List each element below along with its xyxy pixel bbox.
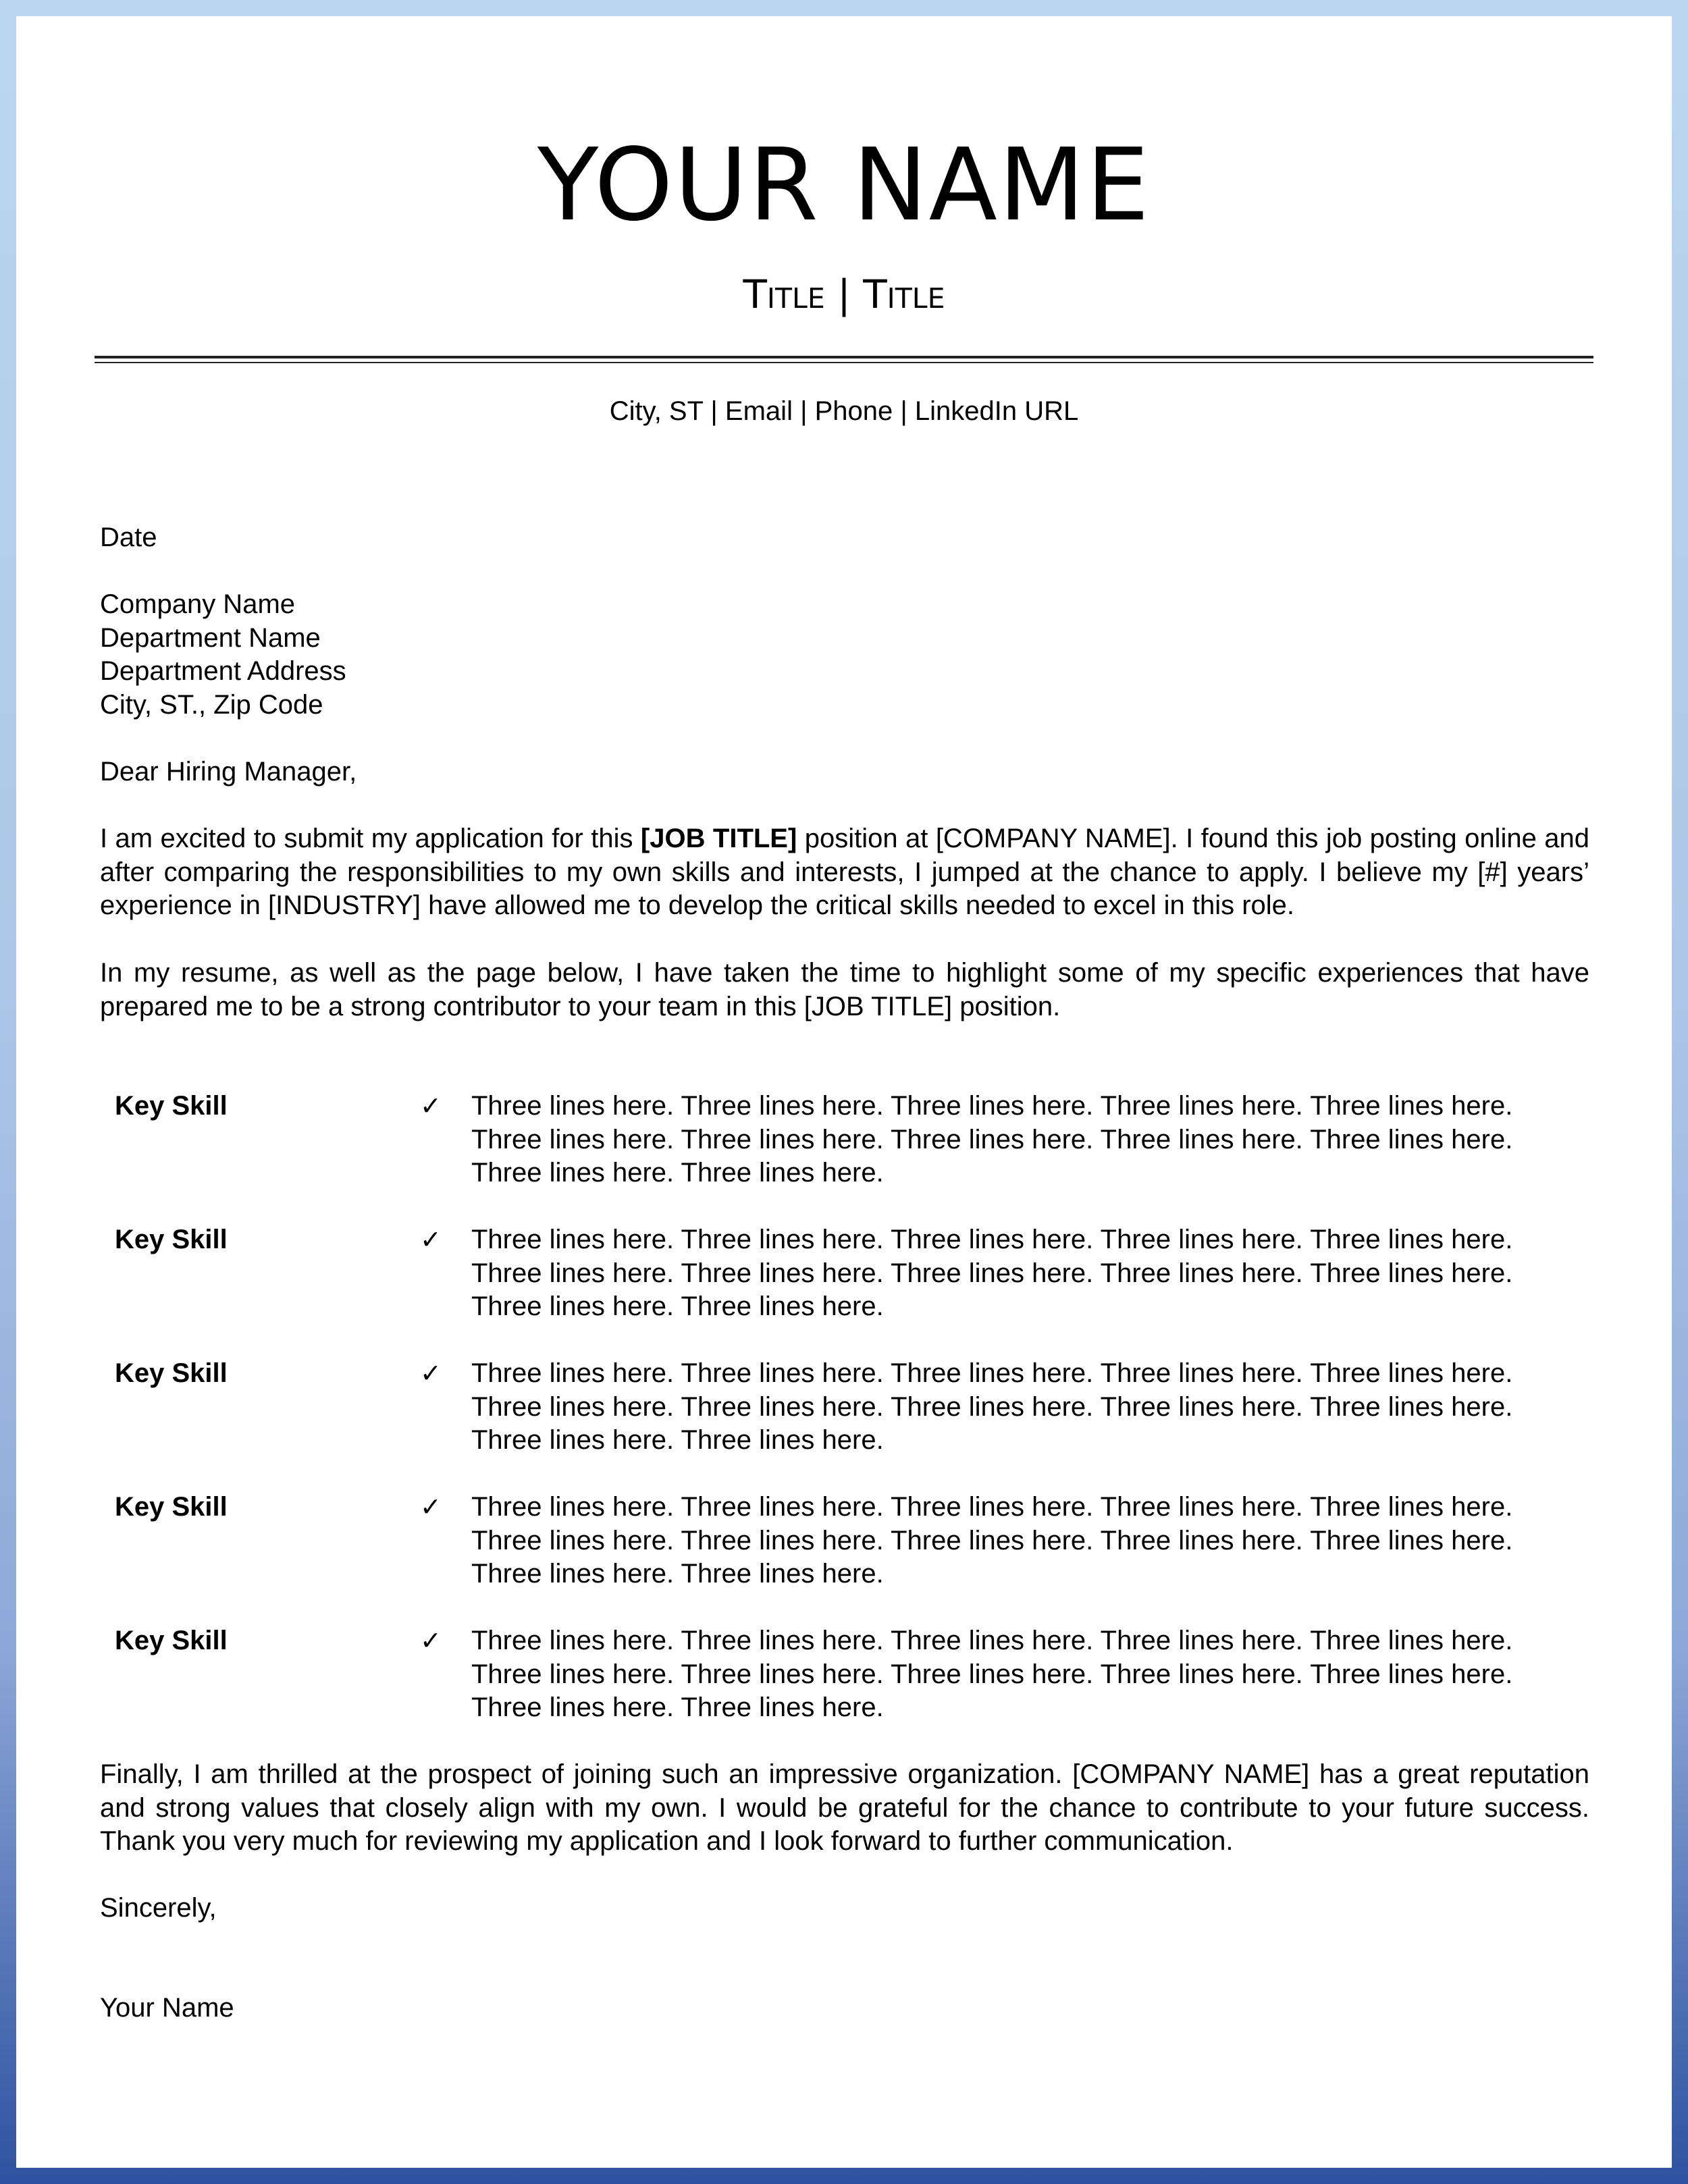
intro-text-start: I am excited to submit my application for this [100,824,641,853]
skill-label: Key Skill [115,1626,228,1655]
check-icon: ✓ [420,1091,442,1121]
contact-line: City, ST | Email | Phone | LinkedIn URL [609,396,1079,426]
check-icon: ✓ [420,1626,442,1655]
applicant-name: YOUR NAME [537,127,1151,243]
closing-paragraph: Finally, I am thrilled at the prospect of joining such an impressive organization. [COMPANY NAME] has a great reputation and strong values that closely align with my own. I would be grateful for the chance to contribute to your future success. Thank you very much for reviewing my application and I look forward to further communication. [100,1759,1589,1857]
skill-description: Three lines here. Three lines here. Three lines here. Three lines here. Three lines here. Three lines here. Three lines here. Three lines here. Three lines here. Three lines here. Three lines here. Three lines here. [471,1091,1513,1188]
skill-description: Three lines here. Three lines here. Three lines here. Three lines here. Three lines here. Three lines here. Three lines here. Three lines here. Three lines here. Three lines here. Three lines here. Three lines here. [471,1492,1513,1589]
header-divider-thick [95,356,1593,358]
skill-label: Key Skill [115,1225,228,1254]
skill-label: Key Skill [115,1091,228,1121]
header-divider-thin [95,362,1593,363]
resume-paragraph: In my resume, as well as the page below, I have taken the time to highlight some of my specific experiences that have prepared me to be a strong contributor to your team in this [JOB TITLE] position. [100,958,1589,1021]
applicant-title: Title | Title [743,271,945,317]
check-icon: ✓ [420,1225,442,1254]
skill-description: Three lines here. Three lines here. Three lines here. Three lines here. Three lines here. Three lines here. Three lines here. Three lines here. Three lines here. Three lines here. Three lines here. Three lines here. [471,1225,1513,1322]
recipient-company: Company Name [100,589,296,619]
skill-description: Three lines here. Three lines here. Three lines here. Three lines here. Three lines here. Three lines here. Three lines here. Three lines here. Three lines here. Three lines here. Three lines here. Three lines here. [471,1626,1513,1723]
skill-label: Key Skill [115,1358,228,1388]
recipient-city: City, ST., Zip Code [100,690,323,720]
check-icon: ✓ [420,1492,442,1522]
signoff: Sincerely, [100,1893,217,1923]
intro-job-title: [JOB TITLE] [640,824,797,853]
skill-label: Key Skill [115,1492,228,1522]
intro-paragraph [100,822,1589,923]
letter-page [16,16,1672,2168]
recipient-address: Department Address [100,656,346,686]
signature-name: Your Name [100,1993,234,2023]
recipient-department: Department Name [100,623,321,653]
letter-date: Date [100,523,157,552]
skill-description: Three lines here. Three lines here. Three lines here. Three lines here. Three lines here. Three lines here. Three lines here. Three lines here. Three lines here. Three lines here. Three lines here. Three lines here. [471,1358,1513,1456]
intro-text-end: position at [COMPANY NAME]. I found this job posting online and after comparing the responsibilities to my own skills and interests, I jumped at the chance to apply. I believe my [#] years’ experience in [INDUSTRY] have allowed me to develop the critical skills needed to excel in this role. [100,824,1589,921]
salutation: Dear Hiring Manager, [100,757,357,787]
check-icon: ✓ [420,1358,442,1388]
